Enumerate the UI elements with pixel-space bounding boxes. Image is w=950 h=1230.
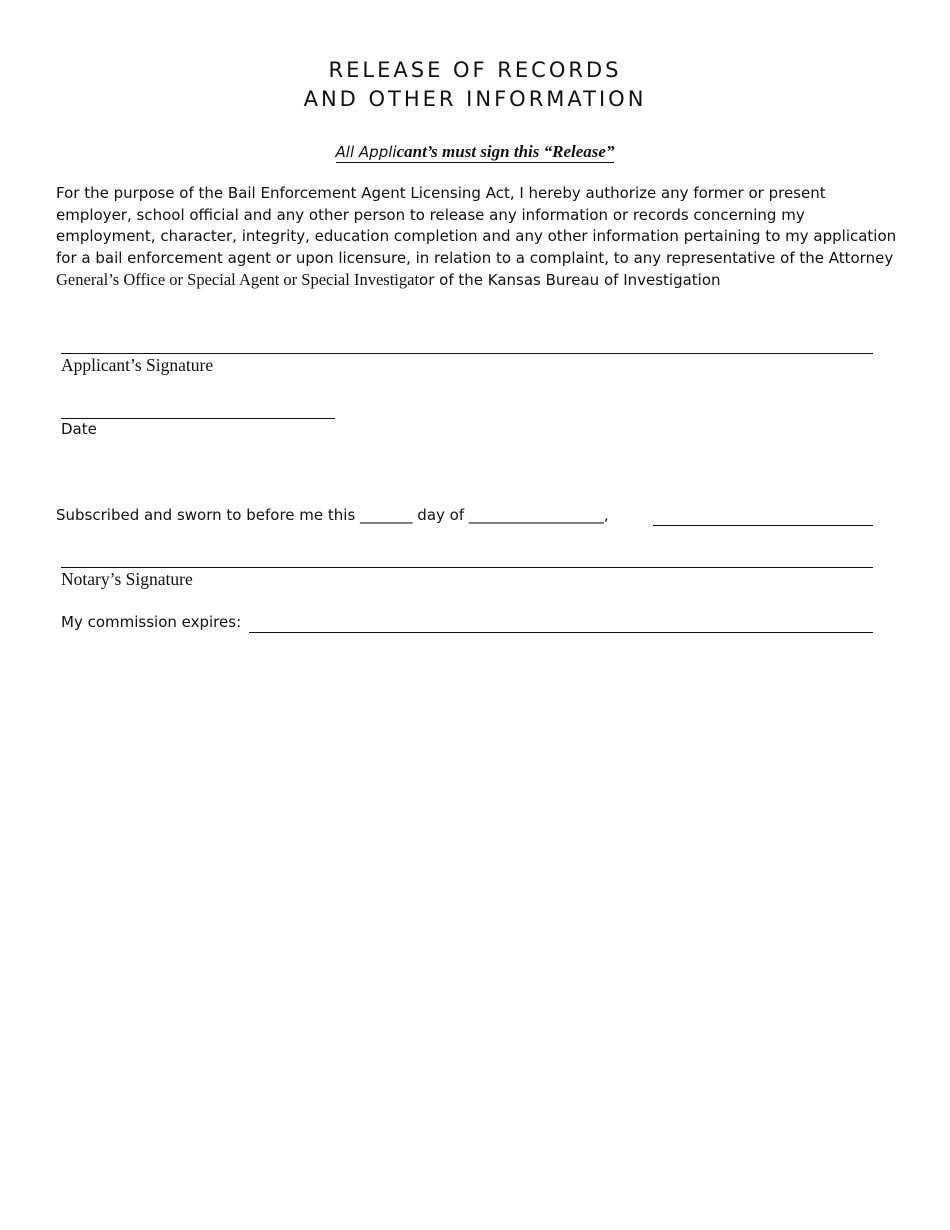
sworn-year-line[interactable]: [653, 525, 873, 526]
applicant-signature-label: Applicant’s Signature: [61, 355, 214, 375]
paragraph-line-part-2: or of the Kansas Bureau of Investigation: [419, 271, 721, 289]
paragraph-line: for a bail enforcement agent or upon licensure, in relation to a complaint, to any representative of the Attorney: [56, 248, 894, 267]
document-title-line-1: RELEASE OF RECORDS: [328, 58, 622, 82]
notary-signature-line[interactable]: [61, 567, 873, 568]
release-instruction-underline: [336, 142, 615, 163]
authorization-paragraph: [56, 183, 896, 292]
date-label: Date: [61, 420, 97, 438]
applicant-signature-line[interactable]: [61, 353, 873, 354]
release-instruction-part-1: All Appli: [335, 143, 397, 161]
paragraph-line: employment, character, integrity, education completion and any other information pertaining to my application: [56, 227, 897, 245]
paragraph-line: For the purpose of the Bail Enforcement Agent Licensing Act, I hereby authorize any former or present: [56, 184, 826, 202]
sworn-statement: Subscribed and sworn to before me this _______ day of __________________,: [56, 506, 609, 524]
date-line[interactable]: [61, 418, 335, 419]
commission-expires-line[interactable]: [249, 632, 873, 633]
commission-expires-label: My commission expires:: [61, 613, 242, 631]
release-instruction-part-2: cant’s must sign this “Release”: [396, 142, 615, 161]
document-title-line-2: AND OTHER INFORMATION: [303, 87, 647, 111]
paragraph-line: [56, 269, 896, 292]
paragraph-line: employer, school official and any other person to release any information or records concerning my: [56, 205, 805, 224]
paragraph-line-part-1: General’s Office or Special Agent or Special Investigat: [56, 270, 420, 289]
notary-signature-label: Notary’s Signature: [61, 569, 193, 589]
release-instruction: [0, 141, 950, 163]
